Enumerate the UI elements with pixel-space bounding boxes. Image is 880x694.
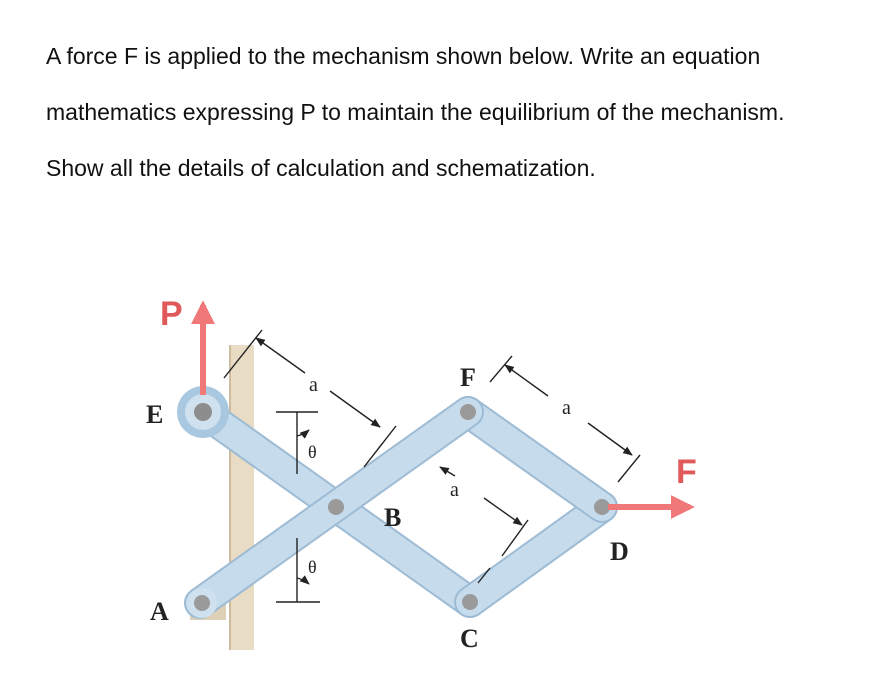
label-F-joint: F [460,363,476,392]
problem-line-3: Show all the details of calculation and schematization. [46,155,596,181]
pin-A [187,588,217,618]
dim-a-middle: a [450,479,459,501]
pin-F [460,404,476,420]
link-F-D [468,412,602,507]
label-C: C [460,624,479,653]
label-B: B [384,503,402,532]
label-E: E [146,400,164,429]
problem-line-2: mathematics expressing P to maintain the equilibrium of the mechanism. [46,99,785,125]
dim-a-top: a [309,374,318,396]
label-F-force: F [676,453,697,491]
pin-B [328,499,344,515]
pin-C [462,594,478,610]
label-D: D [610,537,629,566]
wall [230,345,254,650]
pin-D [594,499,610,515]
dim-a-right: a [562,397,571,419]
angle-theta-upper: θ [308,442,317,462]
angle-theta-lower: θ [308,557,317,577]
problem-line-1: A force F is applied to the mechanism shown below. Write an equation [46,43,761,69]
label-A: A [150,597,169,626]
link-C-D [470,507,602,602]
label-P: P [160,295,183,333]
